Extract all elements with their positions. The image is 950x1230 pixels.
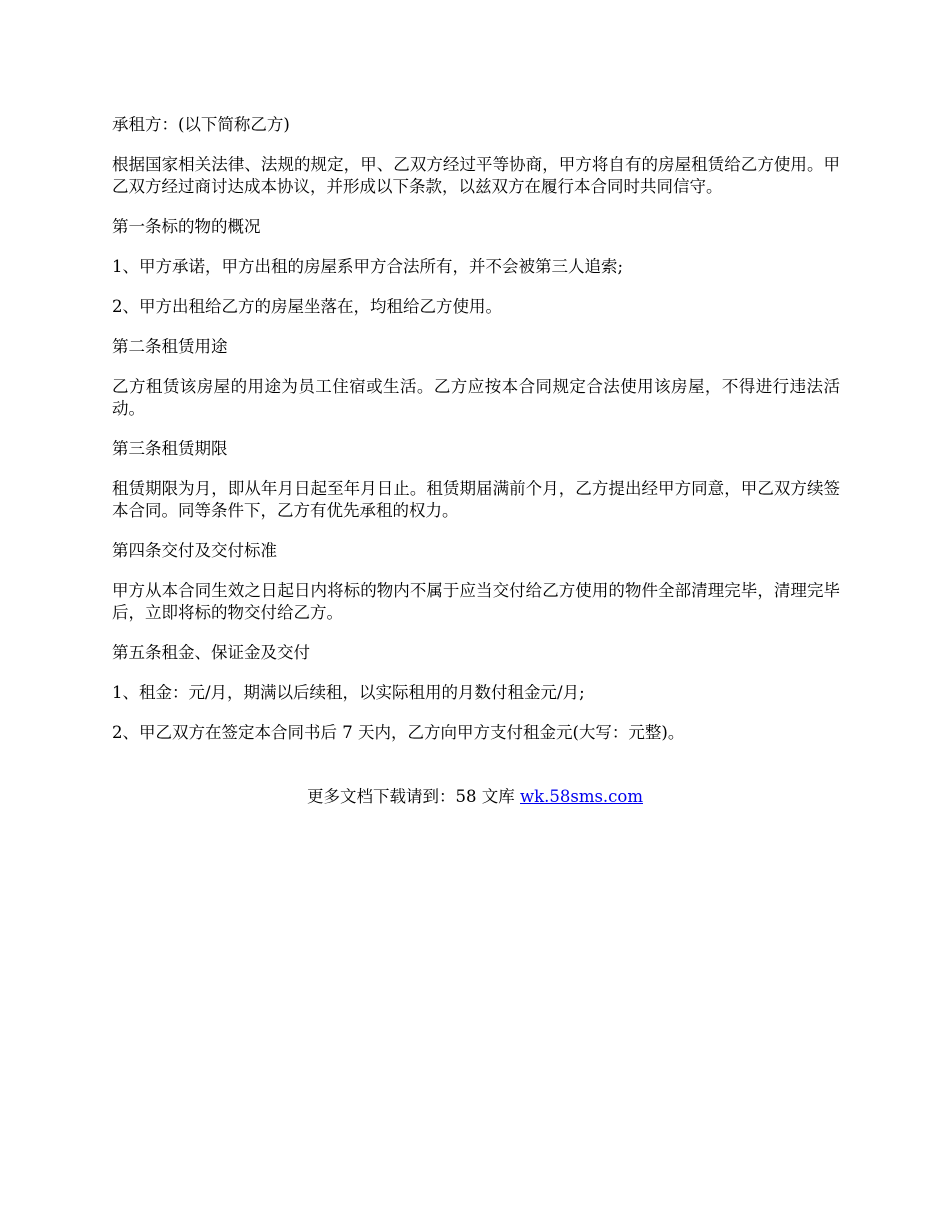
article-2-heading: 第二条租赁用途: [112, 337, 228, 356]
download-footer: [0, 786, 950, 808]
preamble-paragraph: 根据国家相关法律、法规的规定，甲、乙双方经过平等协商，甲方将自有的房屋租赁给乙方使用。甲乙双方经过商讨达成本协议，并形成以下条款，以兹双方在履行本合同时共同信守。: [112, 155, 840, 196]
article-5-heading: 第五条租金、保证金及交付: [112, 643, 310, 662]
lessee-line: 承租方：(以下简称乙方): [112, 115, 290, 134]
article-1-item-1: 1、甲方承诺，甲方出租的房屋系甲方合法所有，并不会被第三人追索;: [112, 257, 624, 276]
article-1-heading: 第一条标的物的概况: [112, 217, 261, 236]
article-3-heading: 第三条租赁期限: [112, 439, 228, 458]
footer-prefix-text: 更多文档下载请到：58 文库: [306, 787, 520, 806]
article-5-item-2: 2、甲乙双方在签定本合同书后 7 天内，乙方向甲方支付租金元(大写：元整)。: [112, 723, 685, 742]
footer-site-link[interactable]: wk.58sms.com: [519, 787, 643, 806]
article-3-body: 租赁期限为月，即从年月日起至年月日止。租赁期届满前个月，乙方提出经甲方同意，甲乙双方续签本合同。同等条件下，乙方有优先承租的权力。: [112, 479, 840, 520]
article-4-heading: 第四条交付及交付标准: [112, 541, 277, 560]
document-body: [112, 114, 840, 762]
article-2-body: 乙方租赁该房屋的用途为员工住宿或生活。乙方应按本合同规定合法使用该房屋，不得进行违法活动。: [112, 377, 840, 418]
article-1-item-2: 2、甲方出租给乙方的房屋坐落在，均租给乙方使用。: [112, 297, 502, 316]
article-4-body: 甲方从本合同生效之日起日内将标的物内不属于应当交付给乙方使用的物件全部清理完毕，清理完毕后，立即将标的物交付给乙方。: [112, 581, 840, 622]
article-5-item-1: 1、租金：元/月，期满以后续租，以实际租用的月数付租金元/月;: [112, 683, 585, 702]
